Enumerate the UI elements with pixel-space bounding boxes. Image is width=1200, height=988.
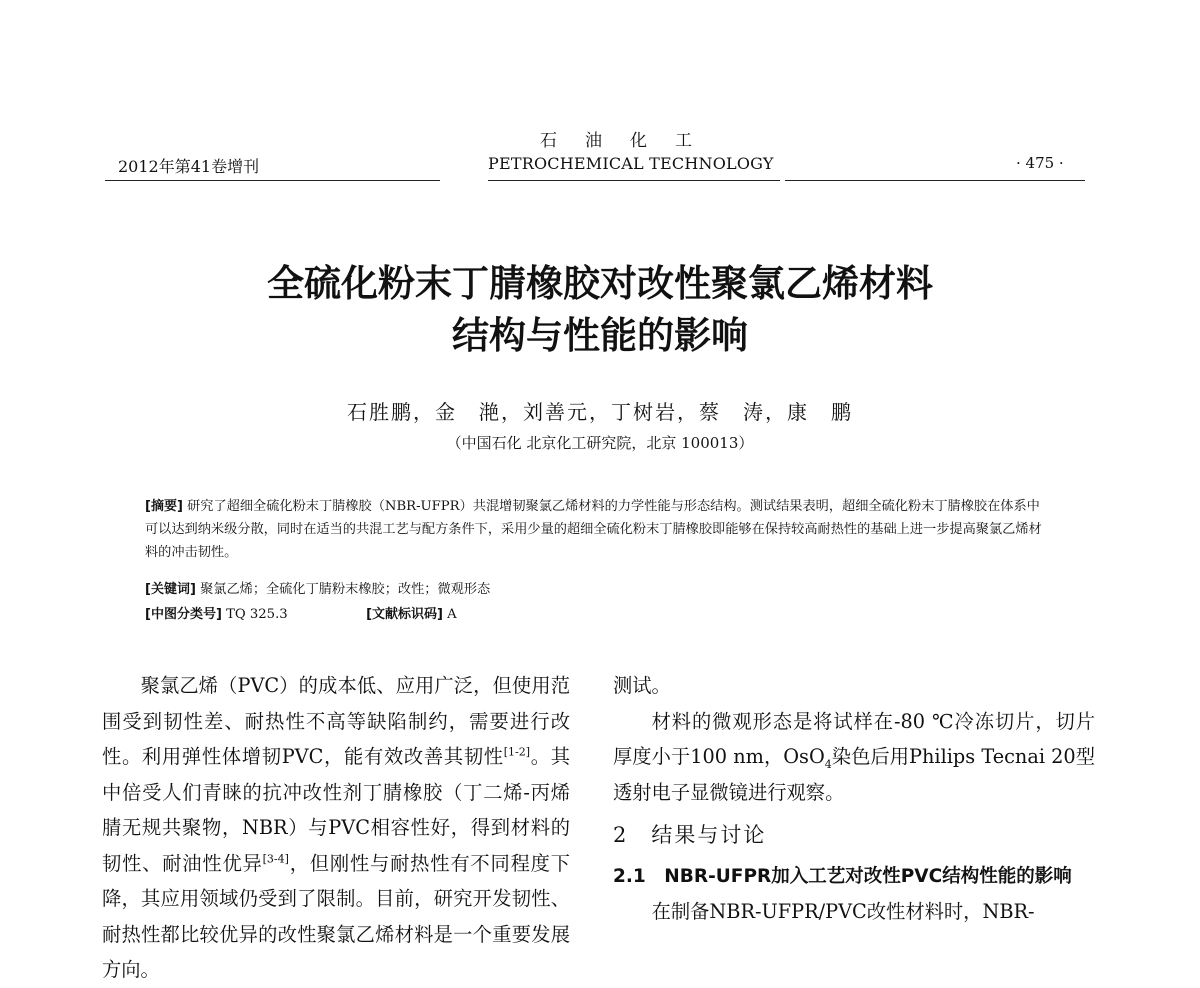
doc-code-label: [文献标识码] [366,607,443,622]
classification-line [145,603,457,622]
journal-title-en: PETROCHEMICAL TECHNOLOGY [488,154,774,173]
section-2-1-heading: 2.1 NBR-UFPR加入工艺对改性PVC结构性能的影响 [613,865,1072,887]
text-continuation: 测试。 [613,674,671,697]
authors: 石胜鹏，金 滟，刘善元，丁树岩，蔡 涛，康 鹏 [347,400,853,424]
morphology-paragraph [613,704,1095,811]
doc-code: A [447,607,457,622]
header-rule-middle [488,180,780,181]
abstract-label: [摘要] [145,499,183,514]
keywords-line [145,578,490,597]
morphology-text-2: 染色后用Philips Tecnai 20型透射电子显微镜进行观察。 [613,745,1095,804]
keywords-label: [关键词] [145,582,196,597]
intro-text-1: 聚氯乙烯（PVC）的成本低、应用广泛，但使用范围受到韧性差、耐热性不高等缺陷制约，需要进行改性。利用弹性体增韧PVC，能有效改善其韧性 [102,674,570,768]
subscript-4: 4 [824,757,832,771]
affiliation: （中国石化 北京化工研究院，北京 100013） [446,434,754,452]
intro-text-2: 。其中倍受人们青睐的抗冲改性剂丁腈橡胶（丁二烯-丙烯腈无规共聚物，NBR）与PVC相容性好，得到材料的韧性、耐油性优异 [102,745,570,875]
clc-label: [中图分类号] [145,607,222,622]
page-number: · 475 · [1016,154,1064,172]
section-2-heading: 2 结果与讨论 [613,823,767,847]
title-line-1: 全硫化粉末丁腈橡胶对改性聚氯乙烯材料 [267,262,933,305]
abstract [145,495,1050,564]
journal-title-cn: 石油化工 [540,131,720,151]
issue-label: 2012年第41卷增刊 [118,157,260,176]
intro-paragraph [102,668,570,988]
intro-text-3: ，但刚性与耐热性有不同程度下降，其应用领域仍受到了限制。目前，研究开发韧性、耐热性都比较优异的改性聚氯乙烯材料是一个重要发展方向。 [102,851,571,981]
morphology-text-1: 材料的微观形态是将试样在-80 ℃冷冻切片，切片厚度小于100 nm，OsO [613,709,1095,768]
paper-title [120,258,1080,362]
section-2-1-text: 在制备NBR-UFPR/PVC改性材料时，NBR- [651,899,1035,923]
citation-1: [1-2] [503,745,531,759]
abstract-text: 研究了超细全硫化粉末丁腈橡胶（NBR-UFPR）共混增韧聚氯乙烯材料的力学性能与形态结构。测试结果表明，超细全硫化粉末丁腈橡胶在体系中可以达到纳米级分散，同时在适当的共混工艺与配方条件下，采用少量的超细全硫化粉末丁腈橡胶即能够在保持较高耐热性的基础上进一步提高聚氯乙烯材料的冲击韧性。 [145,499,1042,560]
clc-code: TQ 325.3 [226,607,288,622]
left-column [102,668,571,981]
title-line-2: 结构与性能的影响 [452,314,748,357]
header-rule-left [105,180,440,181]
right-column [613,668,1095,929]
header-rule-right [785,180,1085,181]
citation-2: [3-4] [262,852,289,866]
keywords: 聚氯乙烯；全硫化丁腈粉末橡胶；改性；微观形态 [200,582,491,597]
